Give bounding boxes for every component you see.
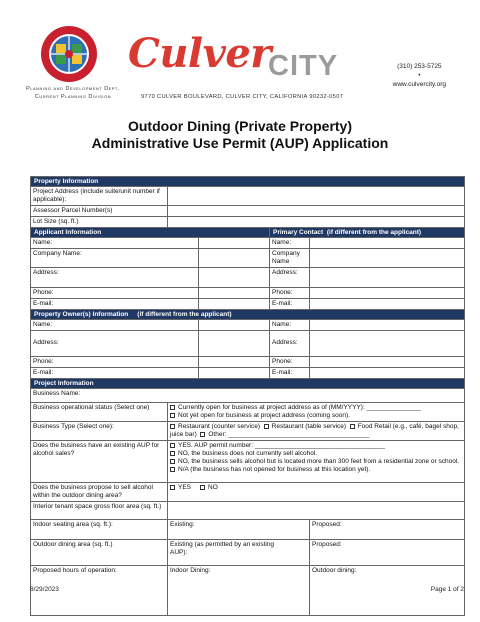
city-address: 9770 CULVER BOULEVARD, CULVER CITY, CALIFORNIA 90232-0507 [141,94,344,100]
contact-address-field[interactable] [310,268,465,288]
status-open-checkbox[interactable] [170,405,175,410]
row-owner-email [31,368,465,379]
status-option-open[interactable]: Currently open for business at project address as of (MM/YYYY): _______________ [170,404,462,412]
footer-date: 8/29/2023 [30,586,59,593]
row-applicant-address [31,268,465,288]
section-property-information: Property Information [31,177,465,187]
page-header [0,0,480,112]
row-business-type [31,422,465,441]
website-link[interactable]: www.culvercity.org [392,81,446,88]
outdoor-area-existing-field[interactable]: Existing (as permitted by an existing AUP): [168,540,310,566]
type-food-retail-checkbox[interactable] [350,424,355,429]
aup-option-no-alcohol[interactable]: NO, the business does not currently sell alcohol. [170,450,462,458]
section-property-owner-information: Property Owner(s) Information (if different from the applicant) [31,310,465,320]
row-owner-address [31,331,465,357]
owner2-phone-label: Phone: [270,357,310,368]
project-address-label: Project Address (include suite/unit number if applicable): [31,187,168,206]
row-interior-floor-area [31,502,465,520]
row-existing-aup [31,441,465,483]
applicant-email-label: E-mail: [31,299,199,310]
phone-number: (310) 253-5725 [397,63,442,70]
logo-culver-text: Culver [128,30,271,77]
contact-company-field[interactable] [310,249,465,268]
contact-address-label: Address: [270,268,310,288]
sell-no-checkbox[interactable] [200,485,205,490]
contact-name-field[interactable] [310,238,465,249]
footer-page-number: Page 1 of 2 [430,586,464,593]
type-option-other[interactable]: Other: _______________________________________ [200,431,369,438]
business-name-label: Business Name: [33,390,81,397]
applicant-company-label: Company Name: [31,249,199,268]
indoor-seating-proposed-field[interactable]: Proposed: [310,520,465,540]
indoor-seating-existing-field[interactable]: Existing: [168,520,310,540]
status-option-not-open[interactable]: Not yet open for business at project address (coming soon). [170,412,462,420]
owner-email-field[interactable] [199,368,270,379]
applicant-email-field[interactable] [199,299,270,310]
outdoor-dining-hours-field[interactable]: Outdoor dining: [310,566,465,616]
lot-size-label: Lot Size (sq. ft.) [31,217,168,228]
contact-phone-label: Phone: [270,288,310,299]
indoor-seating-label: Indoor seating area (sq. ft.): [31,520,168,540]
department-name: Planning and Development Dept. Current Planning Division [26,86,120,100]
status-not-open-checkbox[interactable] [170,413,175,418]
hours-of-operation-label: Proposed hours of operation: [31,566,168,616]
sell-alcohol-label: Does the business propose to sell alcohol within the outdoor dining area? [31,483,168,502]
applicant-name-label: Name: [31,238,199,249]
contact-name-label: Name: [270,238,310,249]
row-applicant-email [31,299,465,310]
owner-address-label: Address: [31,331,199,357]
applicant-company-field[interactable] [199,249,270,268]
owner-name-label: Name: [31,320,199,331]
aup-option-na[interactable]: N/A (the business has not opened for business at this location yet). [170,466,462,474]
contact-company-label: Company Name [270,249,310,268]
aup-no-alcohol-checkbox[interactable] [170,451,175,456]
row-applicant-company [31,249,465,268]
owner2-address-label: Address: [270,331,310,357]
type-option-food-retail[interactable]: Food Retail (e.g., café, bagel shop, juice bar) [170,423,459,438]
owner-phone-field[interactable] [199,357,270,368]
contact-email-field[interactable] [310,299,465,310]
contact-info [393,62,446,89]
owner2-name-field[interactable] [310,320,465,331]
owner2-email-label: E-mail: [270,368,310,379]
row-indoor-seating [31,520,465,540]
row-applicant-name [31,238,465,249]
city-seal-logo [36,24,102,84]
owner-name-field[interactable] [199,320,270,331]
owner-address-field[interactable] [199,331,270,357]
sell-option-yes[interactable]: YES [170,484,191,491]
owner-phone-label: Phone: [31,357,199,368]
owner2-phone-field[interactable] [310,357,465,368]
row-owner-name [31,320,465,331]
applicant-name-field[interactable] [199,238,270,249]
applicant-phone-field[interactable] [199,288,270,299]
contact-phone-field[interactable] [310,288,465,299]
row-hours-of-operation [31,566,465,616]
applicant-address-field[interactable] [199,268,270,288]
interior-floor-area-label: Interior tenant space gross floor area (sq. ft.) [31,502,168,520]
outdoor-dining-area-label: Outdoor dining area (sq. ft.) [31,540,168,566]
bullet-separator: • [418,72,421,79]
page-title: Outdoor Dining (Private Property) Administrative Use Permit (AUP) Application [91,118,389,151]
owner2-name-label: Name: [270,320,310,331]
outdoor-area-proposed-field[interactable]: Proposed: [310,540,465,566]
aup-option-yes[interactable]: YES. AUP permit number: ____________________________________ [170,442,462,450]
section-project-information: Project Information [31,379,465,389]
aup-option-no-300ft[interactable]: NO, the business sells alcohol but is located more than 300 feet from a residential zone or school. [170,458,462,466]
row-outdoor-dining-area [31,540,465,566]
owner2-address-field[interactable] [310,331,465,357]
owner2-email-field[interactable] [310,368,465,379]
parcel-number-field[interactable] [168,206,465,217]
indoor-dining-hours-field[interactable]: Indoor Dining: [168,566,310,616]
type-option-table-service[interactable]: Restaurant (table service) [264,423,346,430]
application-form [30,176,465,616]
type-option-counter-service[interactable]: Restaurant (counter service) [170,423,260,430]
row-operational-status [31,403,465,422]
parcel-number-label: Assessor Parcel Number(s) [31,206,168,217]
aup-yes-checkbox[interactable] [170,443,175,448]
row-parcel-number [31,206,465,217]
business-type-label: Business Type (Select one): [31,422,168,441]
owner-email-label: E-mail: [31,368,199,379]
row-business-name [31,389,465,403]
row-owner-phone [31,357,465,368]
row-sell-alcohol [31,483,465,502]
type-counter-checkbox[interactable] [170,424,175,429]
sell-option-no[interactable]: NO [200,484,218,491]
existing-aup-label: Does the business have an existing AUP for alcohol sales? [31,441,168,483]
applicant-phone-label: Phone: [31,288,199,299]
section-applicant-information: Applicant Information Primary Contact (if different from the applicant) [31,228,465,238]
row-project-address [31,187,465,206]
business-name-field[interactable] [31,389,465,403]
type-table-checkbox[interactable] [264,424,269,429]
row-lot-size [31,217,465,228]
project-address-field[interactable] [168,187,465,206]
operational-status-label: Business operational status (Select one) [31,403,168,422]
sell-yes-checkbox[interactable] [170,485,175,490]
lot-size-field[interactable] [168,217,465,228]
logo-city-text: CITY [268,50,339,82]
aup-no-300ft-checkbox[interactable] [170,459,175,464]
aup-na-checkbox[interactable] [170,467,175,472]
applicant-address-label: Address: [31,268,199,288]
interior-floor-area-field[interactable] [168,502,465,520]
row-applicant-phone [31,288,465,299]
type-other-checkbox[interactable] [200,432,205,437]
contact-email-label: E-mail: [270,299,310,310]
